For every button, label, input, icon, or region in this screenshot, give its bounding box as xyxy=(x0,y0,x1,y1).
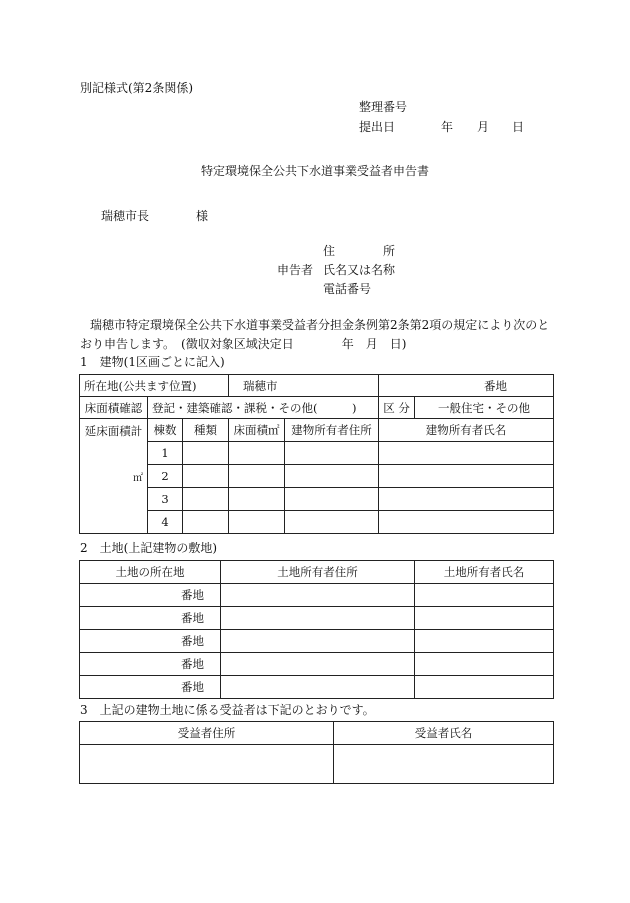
owner-name-cell[interactable] xyxy=(379,488,554,511)
submission-date-label: 提出日 xyxy=(359,120,396,134)
section1-heading: 1 建物(1区画ごとに記入) xyxy=(80,355,225,369)
declarant-label: 申告者 xyxy=(277,263,314,277)
beneficiary-address-cell[interactable] xyxy=(80,745,334,784)
land-owner-address-cell[interactable] xyxy=(221,676,415,699)
section2-heading: 2 土地(上記建物の敷地) xyxy=(80,541,217,555)
form-reference: 別記様式(第2条関係) xyxy=(80,81,193,95)
division-options: 一般住宅・その他 xyxy=(415,397,554,419)
declaration-text: 瑞穂市特定環境保全公共下水道事業受益者分担金条例第2条第2項の規定により次のとおり申告します。 (徴収対象区域決定日 年 月 日) xyxy=(80,318,550,351)
address-label-part1: 住 xyxy=(323,244,336,258)
building-type-cell[interactable] xyxy=(183,511,229,534)
column-header: 受益者氏名 xyxy=(334,722,554,745)
building-type-cell[interactable] xyxy=(183,465,229,488)
column-header: 棟数 xyxy=(148,419,183,442)
land-owner-name-cell[interactable] xyxy=(415,584,554,607)
column-header: 受益者住所 xyxy=(80,722,334,745)
addressee-honorific: 様 xyxy=(196,209,209,223)
land-owner-address-cell[interactable] xyxy=(221,607,415,630)
addressee-name: 瑞穂市長 xyxy=(101,209,150,223)
location-label: 所在地(公共ます位置) xyxy=(80,375,229,397)
name-label: 氏名又は名称 xyxy=(323,263,396,277)
land-location-cell: 番地 xyxy=(80,676,221,699)
area-unit: ㎡ xyxy=(133,473,143,484)
beneficiary-table xyxy=(79,721,554,784)
land-owner-name-cell[interactable] xyxy=(415,630,554,653)
building-row-number: 3 xyxy=(148,488,183,511)
total-area-label: 延床面積計 xyxy=(84,424,143,438)
floor-area-cell[interactable] xyxy=(229,442,285,465)
land-table xyxy=(79,560,554,699)
owner-name-cell[interactable] xyxy=(379,465,554,488)
beneficiary-name-cell[interactable] xyxy=(334,745,554,784)
land-owner-name-cell[interactable] xyxy=(415,653,554,676)
floor-confirm-label: 床面積確認 xyxy=(80,397,148,419)
owner-name-cell[interactable] xyxy=(379,511,554,534)
floor-area-cell[interactable] xyxy=(229,488,285,511)
floor-area-cell[interactable] xyxy=(229,511,285,534)
land-location-cell: 番地 xyxy=(80,584,221,607)
building-row-number: 2 xyxy=(148,465,183,488)
location-city: 瑞穂市 xyxy=(229,375,379,397)
column-header: 土地所有者住所 xyxy=(221,561,415,584)
floor-area-cell[interactable] xyxy=(229,465,285,488)
building-row-number: 1 xyxy=(148,442,183,465)
owner-address-cell[interactable] xyxy=(285,442,379,465)
column-header: 土地所有者氏名 xyxy=(415,561,554,584)
land-location-cell: 番地 xyxy=(80,653,221,676)
column-header: 床面積㎡ xyxy=(229,419,285,442)
document-title: 特定環境保全公共下水道事業受益者申告書 xyxy=(201,164,430,178)
building-type-cell[interactable] xyxy=(183,488,229,511)
column-header: 種類 xyxy=(183,419,229,442)
total-area-cell xyxy=(80,419,148,534)
owner-name-cell[interactable] xyxy=(379,442,554,465)
column-header: 建物所有者住所 xyxy=(285,419,379,442)
date-year-label: 年 xyxy=(441,120,454,134)
land-location-cell: 番地 xyxy=(80,607,221,630)
location-banchi: 番地 xyxy=(379,375,554,397)
land-owner-address-cell[interactable] xyxy=(221,630,415,653)
date-day-label: 日 xyxy=(512,120,525,134)
owner-address-cell[interactable] xyxy=(285,488,379,511)
column-header: 土地の所在地 xyxy=(80,561,221,584)
address-label-part2: 所 xyxy=(383,244,396,258)
floor-confirm-options: 登記・建築確認・課税・その他( ) xyxy=(148,397,379,419)
date-month-label: 月 xyxy=(477,120,490,134)
division-label: 区 分 xyxy=(379,397,415,419)
building-type-cell[interactable] xyxy=(183,442,229,465)
reference-number-label: 整理番号 xyxy=(359,100,408,114)
phone-label: 電話番号 xyxy=(323,282,372,296)
land-owner-name-cell[interactable] xyxy=(415,676,554,699)
building-table xyxy=(79,374,554,534)
land-owner-address-cell[interactable] xyxy=(221,653,415,676)
section3-heading: 3 上記の建物土地に係る受益者は下記のとおりです。 xyxy=(80,703,375,717)
owner-address-cell[interactable] xyxy=(285,511,379,534)
building-row-number: 4 xyxy=(148,511,183,534)
owner-address-cell[interactable] xyxy=(285,465,379,488)
land-owner-name-cell[interactable] xyxy=(415,607,554,630)
land-location-cell: 番地 xyxy=(80,630,221,653)
column-header: 建物所有者氏名 xyxy=(379,419,554,442)
land-owner-address-cell[interactable] xyxy=(221,584,415,607)
